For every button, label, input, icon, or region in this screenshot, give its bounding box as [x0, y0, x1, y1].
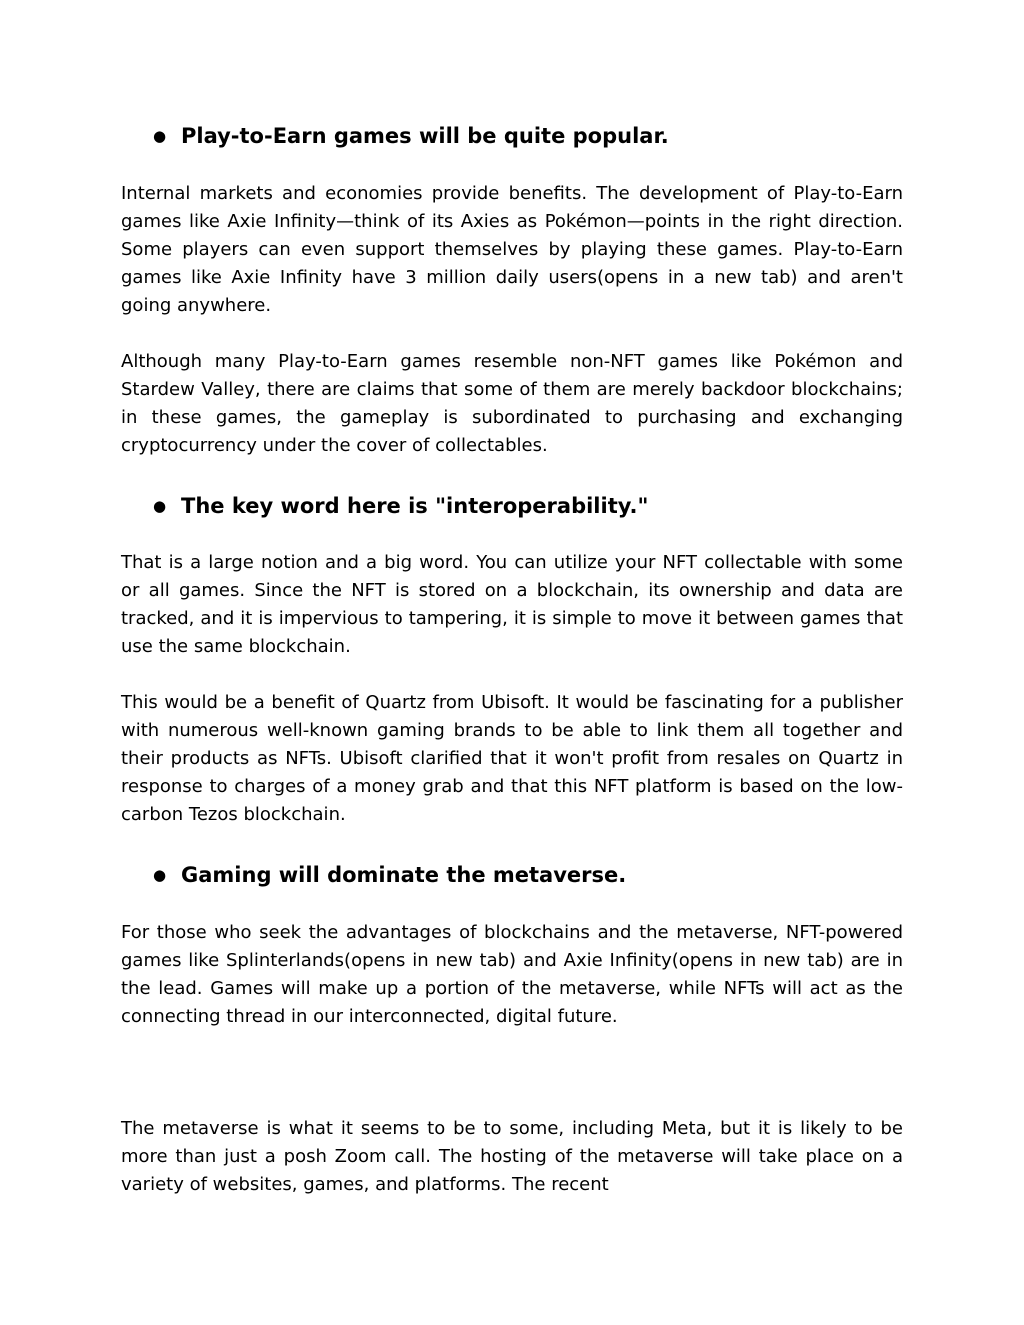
paragraph: For those who seek the advantages of blockchains and the metaverse, NFT-powered games like Splinterlands(opens in new tab) and Axie Infinity(opens in new tab) are in the lead. Games will make up a portion of the metaverse, while NFTs will act as the connecting thread in our interconnected, digital future. — [121, 922, 903, 1027]
heading-text: Gaming will dominate the metaverse. — [181, 863, 627, 887]
section-heading-interoperability — [153, 492, 903, 520]
bullet-icon: ● — [153, 497, 167, 515]
bullet-icon: ● — [153, 127, 167, 145]
section-heading-metaverse — [153, 861, 903, 889]
paragraph: This would be a benefit of Quartz from Ubisoft. It would be fascinating for a publisher with numerous well-known gaming brands to be able to link them all together and their products as NFTs. Ubisoft clarified that it won't profit from resales on Quartz in response to charges of a money grab and that this NFT platform is based on the low-carbon Tezos blockchain. — [121, 692, 903, 825]
paragraph: Although many Play-to-Earn games resemble non-NFT games like Pokémon and Stardew Valley, there are claims that some of them are merely backdoor blockchains; in these games, the gameplay is subordinated to purchasing and exchanging cryptocurrency under the cover of collectables. — [121, 351, 903, 456]
heading-text: The key word here is "interoperability." — [181, 494, 649, 518]
section-heading-play-to-earn — [153, 122, 903, 150]
paragraph: The metaverse is what it seems to be to some, including Meta, but it is likely to be more than just a posh Zoom call. The hosting of the metaverse will take place on a variety of websites, games, and platforms. The recent — [121, 1118, 903, 1195]
paragraph: Internal markets and economies provide benefits. The development of Play-to-Earn games like Axie Infinity—think of its Axies as Pokémon—points in the right direction. Some players can even support themselves by playing these games. Play-to-Earn games like Axie Infinity have 3 million daily users(opens in a new tab) and aren't going anywhere. — [121, 183, 903, 316]
bullet-icon: ● — [153, 866, 167, 884]
heading-text: Play-to-Earn games will be quite popular. — [181, 124, 669, 148]
paragraph: That is a large notion and a big word. You can utilize your NFT collectable with some or all games. Since the NFT is stored on a blockchain, its ownership and data are tracked, and it is impervious to tampering, it is simple to move it between games that use the same blockchain. — [121, 552, 903, 657]
